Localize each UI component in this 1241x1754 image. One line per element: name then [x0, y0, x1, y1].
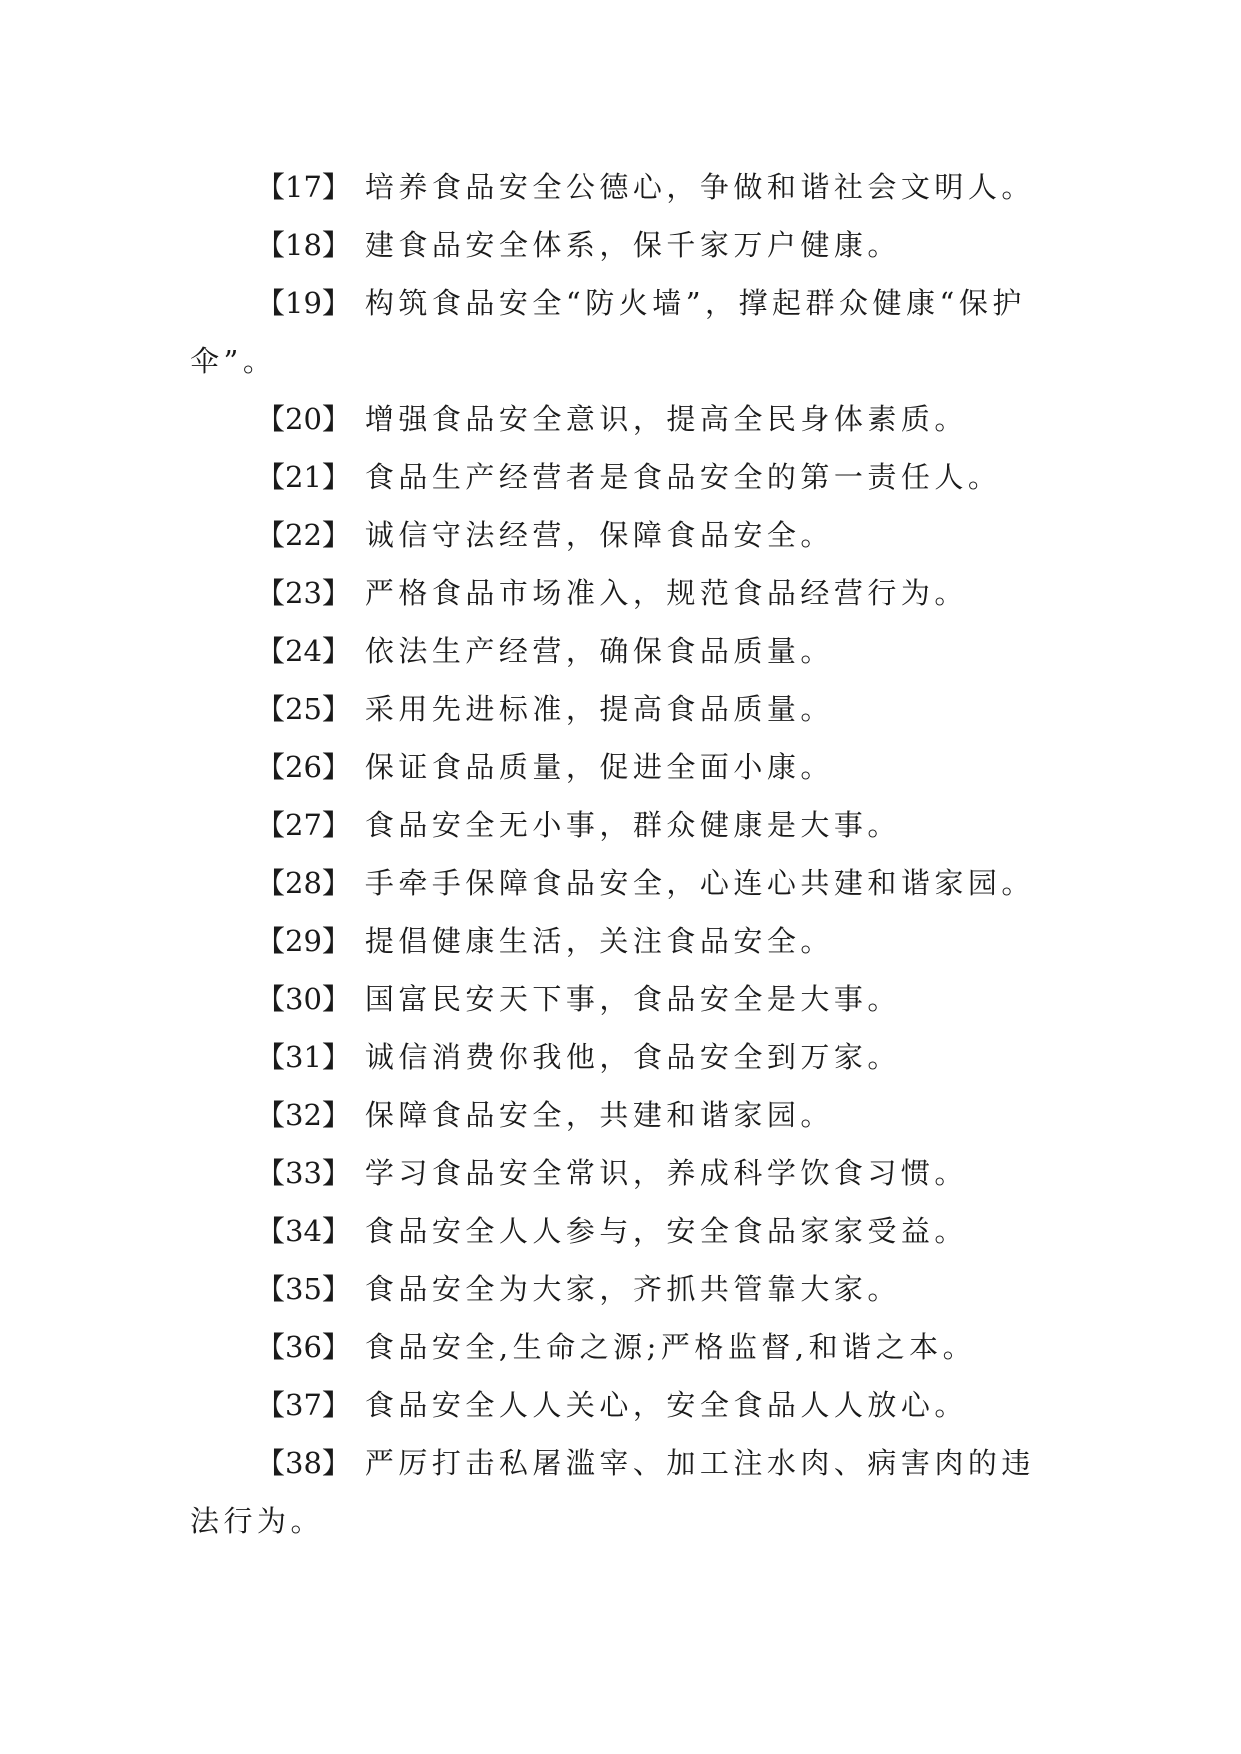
item-text: 保障食品安全，共建和谐家园。 [364, 1098, 834, 1132]
list-item [190, 1202, 1048, 1260]
item-number: 【38】 [256, 1446, 351, 1480]
list-item [190, 1260, 1048, 1318]
list-item [190, 448, 1048, 506]
item-number: 【21】 [256, 460, 351, 494]
list-item [190, 1028, 1048, 1086]
item-number: 【35】 [256, 1272, 351, 1306]
item-text: 严格食品市场准入，规范食品经营行为。 [364, 576, 968, 610]
list-item [190, 1376, 1048, 1434]
item-number: 【22】 [256, 518, 351, 552]
item-number: 【26】 [256, 750, 351, 784]
item-number: 【18】 [256, 228, 351, 262]
item-number: 【36】 [256, 1330, 351, 1364]
list-item [190, 738, 1048, 796]
list-item [190, 1318, 1048, 1376]
item-text: 增强食品安全意识，提高全民身体素质。 [364, 402, 968, 436]
item-text: 严厉打击私屠滥宰、加工注水肉、病害肉的违法行为。 [190, 1446, 1035, 1538]
item-text: 构筑食品安全“防火墙”，撑起群众健康“保护伞”。 [190, 286, 1026, 378]
list-item [190, 390, 1048, 448]
list-item [190, 680, 1048, 738]
list-item [190, 274, 1048, 390]
item-number: 【27】 [256, 808, 351, 842]
list-item [190, 622, 1048, 680]
item-number: 【17】 [256, 170, 351, 204]
item-text: 学习食品安全常识，养成科学饮食习惯。 [364, 1156, 968, 1190]
list-item [190, 1434, 1048, 1550]
item-number: 【37】 [256, 1388, 351, 1422]
item-number: 【30】 [256, 982, 351, 1016]
item-number: 【25】 [256, 692, 351, 726]
item-text: 食品安全人人关心，安全食品人人放心。 [364, 1388, 968, 1422]
item-number: 【29】 [256, 924, 351, 958]
item-number: 【20】 [256, 402, 351, 436]
item-number: 【33】 [256, 1156, 351, 1190]
item-number: 【34】 [256, 1214, 351, 1248]
list-item [190, 970, 1048, 1028]
item-number: 【24】 [256, 634, 351, 668]
item-text: 食品生产经营者是食品安全的第一责任人。 [364, 460, 1002, 494]
list-item [190, 1144, 1048, 1202]
item-text: 食品安全,生命之源;严格监督,和谐之本。 [364, 1330, 977, 1364]
item-text: 食品安全为大家，齐抓共管靠大家。 [364, 1272, 901, 1306]
item-number: 【19】 [256, 286, 351, 320]
item-number: 【23】 [256, 576, 351, 610]
item-text: 诚信消费你我他，食品安全到万家。 [364, 1040, 901, 1074]
item-text: 食品安全人人参与，安全食品家家受益。 [364, 1214, 968, 1248]
item-text: 诚信守法经营，保障食品安全。 [364, 518, 834, 552]
item-text: 建食品安全体系，保千家万户健康。 [364, 228, 901, 262]
list-item [190, 912, 1048, 970]
item-text: 食品安全无小事，群众健康是大事。 [364, 808, 901, 842]
item-text: 依法生产经营，确保食品质量。 [364, 634, 834, 668]
item-text: 培养食品安全公德心，争做和谐社会文明人。 [364, 170, 1035, 204]
item-text: 国富民安天下事，食品安全是大事。 [364, 982, 901, 1016]
item-text: 提倡健康生活，关注食品安全。 [364, 924, 834, 958]
list-item [190, 1086, 1048, 1144]
list-item [190, 564, 1048, 622]
item-number: 【32】 [256, 1098, 351, 1132]
list-item [190, 854, 1048, 912]
item-number: 【31】 [256, 1040, 351, 1074]
list-item [190, 506, 1048, 564]
item-text: 保证食品质量，促进全面小康。 [364, 750, 834, 784]
item-text: 手牵手保障食品安全，心连心共建和谐家园。 [364, 866, 1035, 900]
list-item [190, 796, 1048, 854]
list-item [190, 158, 1048, 216]
item-number: 【28】 [256, 866, 351, 900]
slogan-list [190, 158, 1048, 1550]
item-text: 采用先进标准，提高食品质量。 [364, 692, 834, 726]
list-item [190, 216, 1048, 274]
